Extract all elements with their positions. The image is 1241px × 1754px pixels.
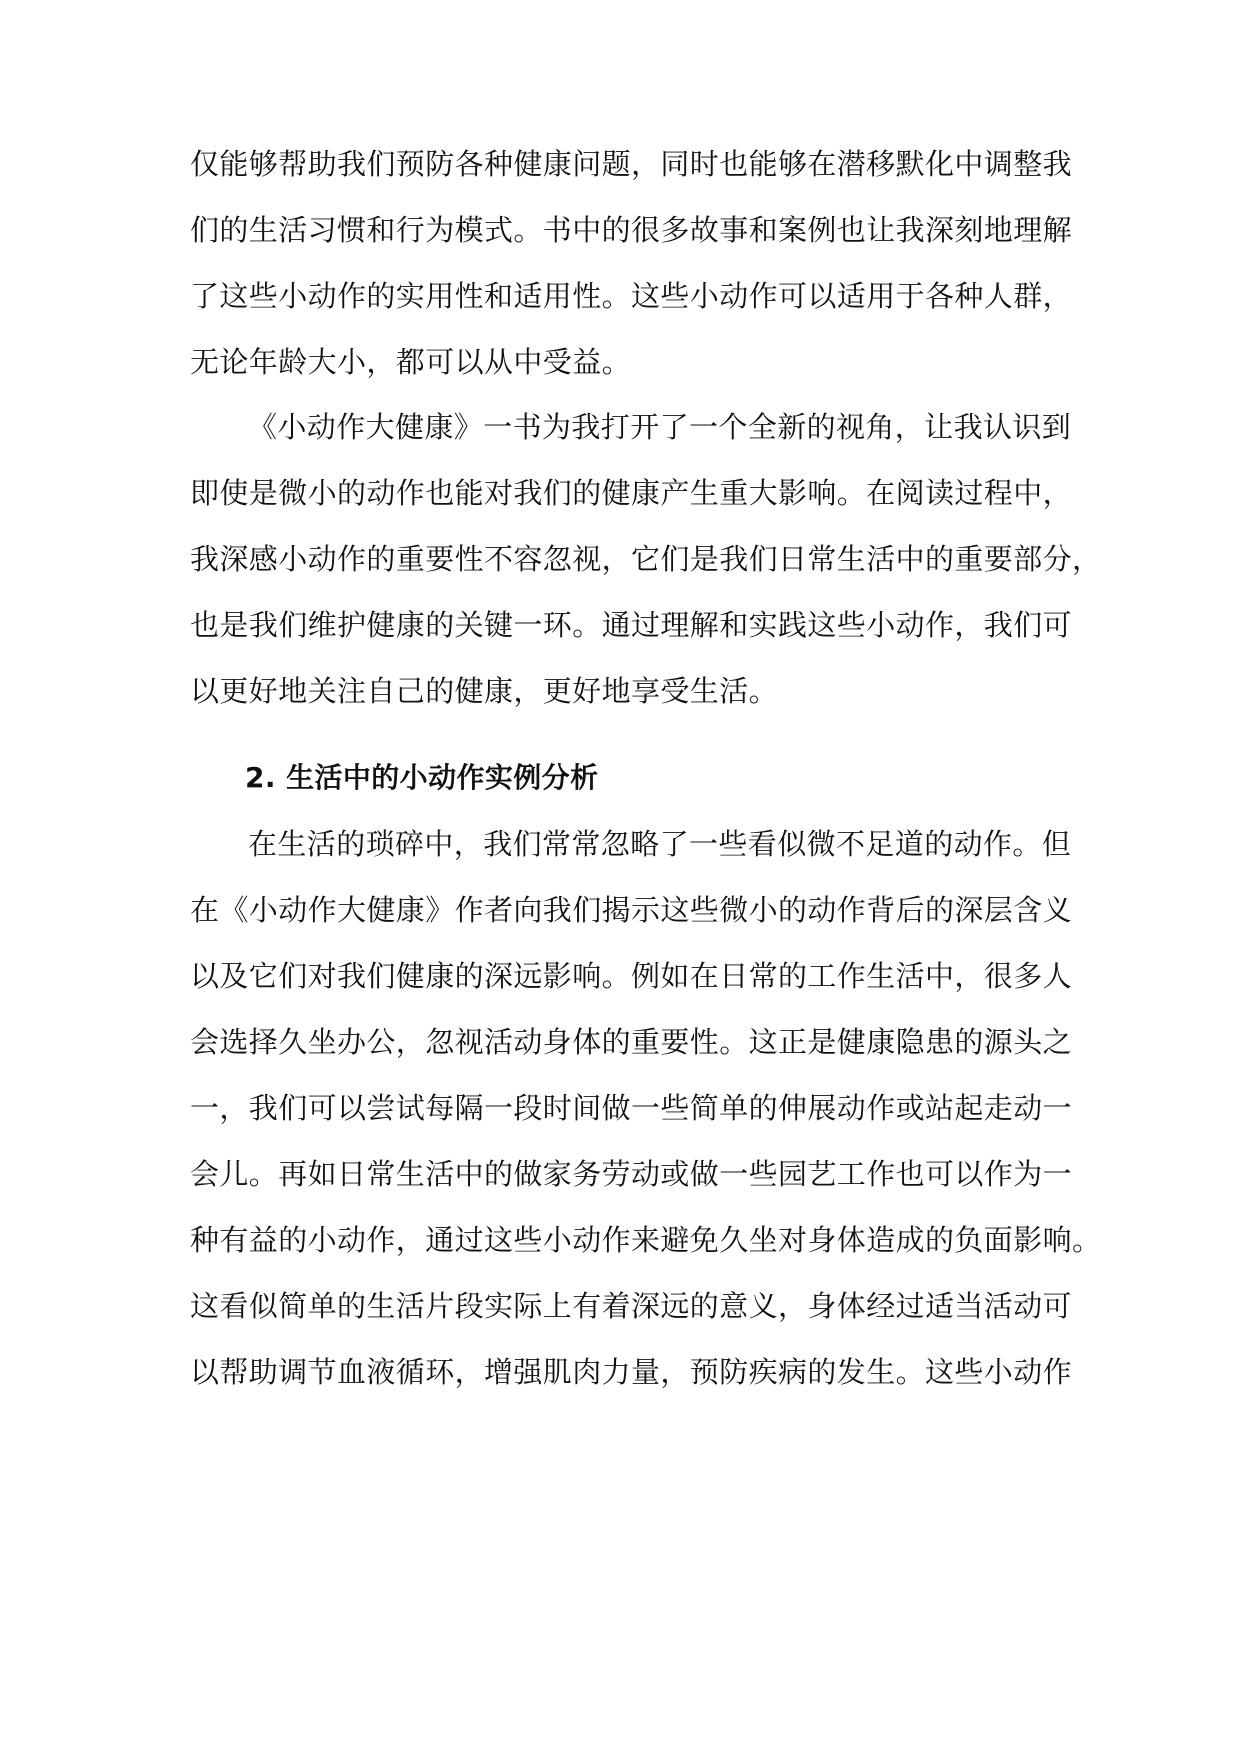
paragraph-line: 一，我们可以尝试每隔一段时间做一些简单的伸展动作或站起走动一 [190, 1091, 1073, 1125]
paragraph-line: 这看似简单的生活片段实际上有着深远的意义，身体经过适当活动可 [190, 1289, 1073, 1323]
section-heading: 2. 生活中的小动作实例分析 [245, 761, 599, 794]
paragraph-line: 即使是微小的动作也能对我们的健康产生重大影响。在阅读过程中， [190, 476, 1073, 510]
paragraph-line: 我深感小动作的重要性不容忽视，它们是我们日常生活中的重要部分， [190, 542, 1102, 576]
paragraph-line: 以帮助调节血液循环，增强肌肉力量，预防疾病的发生。这些小动作 [190, 1355, 1073, 1389]
paragraph-line: 《小动作大健康》一书为我打开了一个全新的视角，让我认识到 [248, 410, 1072, 444]
paragraph-line: 仅能够帮助我们预防各种健康问题，同时也能够在潜移默化中调整我 [190, 147, 1073, 181]
paragraph-line: 在《小动作大健康》作者向我们揭示这些微小的动作背后的深层含义 [190, 893, 1073, 927]
paragraph-line: 以更好地关注自己的健康，更好地享受生活。 [190, 674, 779, 708]
paragraph-line: 在生活的琐碎中，我们常常忽略了一些看似微不足道的动作。但 [248, 827, 1072, 861]
paragraph-line: 以及它们对我们健康的深远影响。例如在日常的工作生活中，很多人 [190, 959, 1073, 993]
paragraph-line: 会选择久坐办公，忽视活动身体的重要性。这正是健康隐患的源头之 [190, 1025, 1073, 1059]
paragraph-line: 会儿。再如日常生活中的做家务劳动或做一些园艺工作也可以作为一 [190, 1157, 1073, 1191]
paragraph-line: 种有益的小动作，通过这些小动作来避免久坐对身体造成的负面影响。 [190, 1223, 1102, 1257]
paragraph-line: 无论年龄大小，都可以从中受益。 [190, 345, 632, 379]
paragraph-line: 了这些小动作的实用性和适用性。这些小动作可以适用于各种人群， [190, 279, 1073, 313]
paragraph-line: 们的生活习惯和行为模式。书中的很多故事和案例也让我深刻地理解 [190, 213, 1073, 247]
paragraph-line: 也是我们维护健康的关键一环。通过理解和实践这些小动作，我们可 [190, 608, 1073, 642]
